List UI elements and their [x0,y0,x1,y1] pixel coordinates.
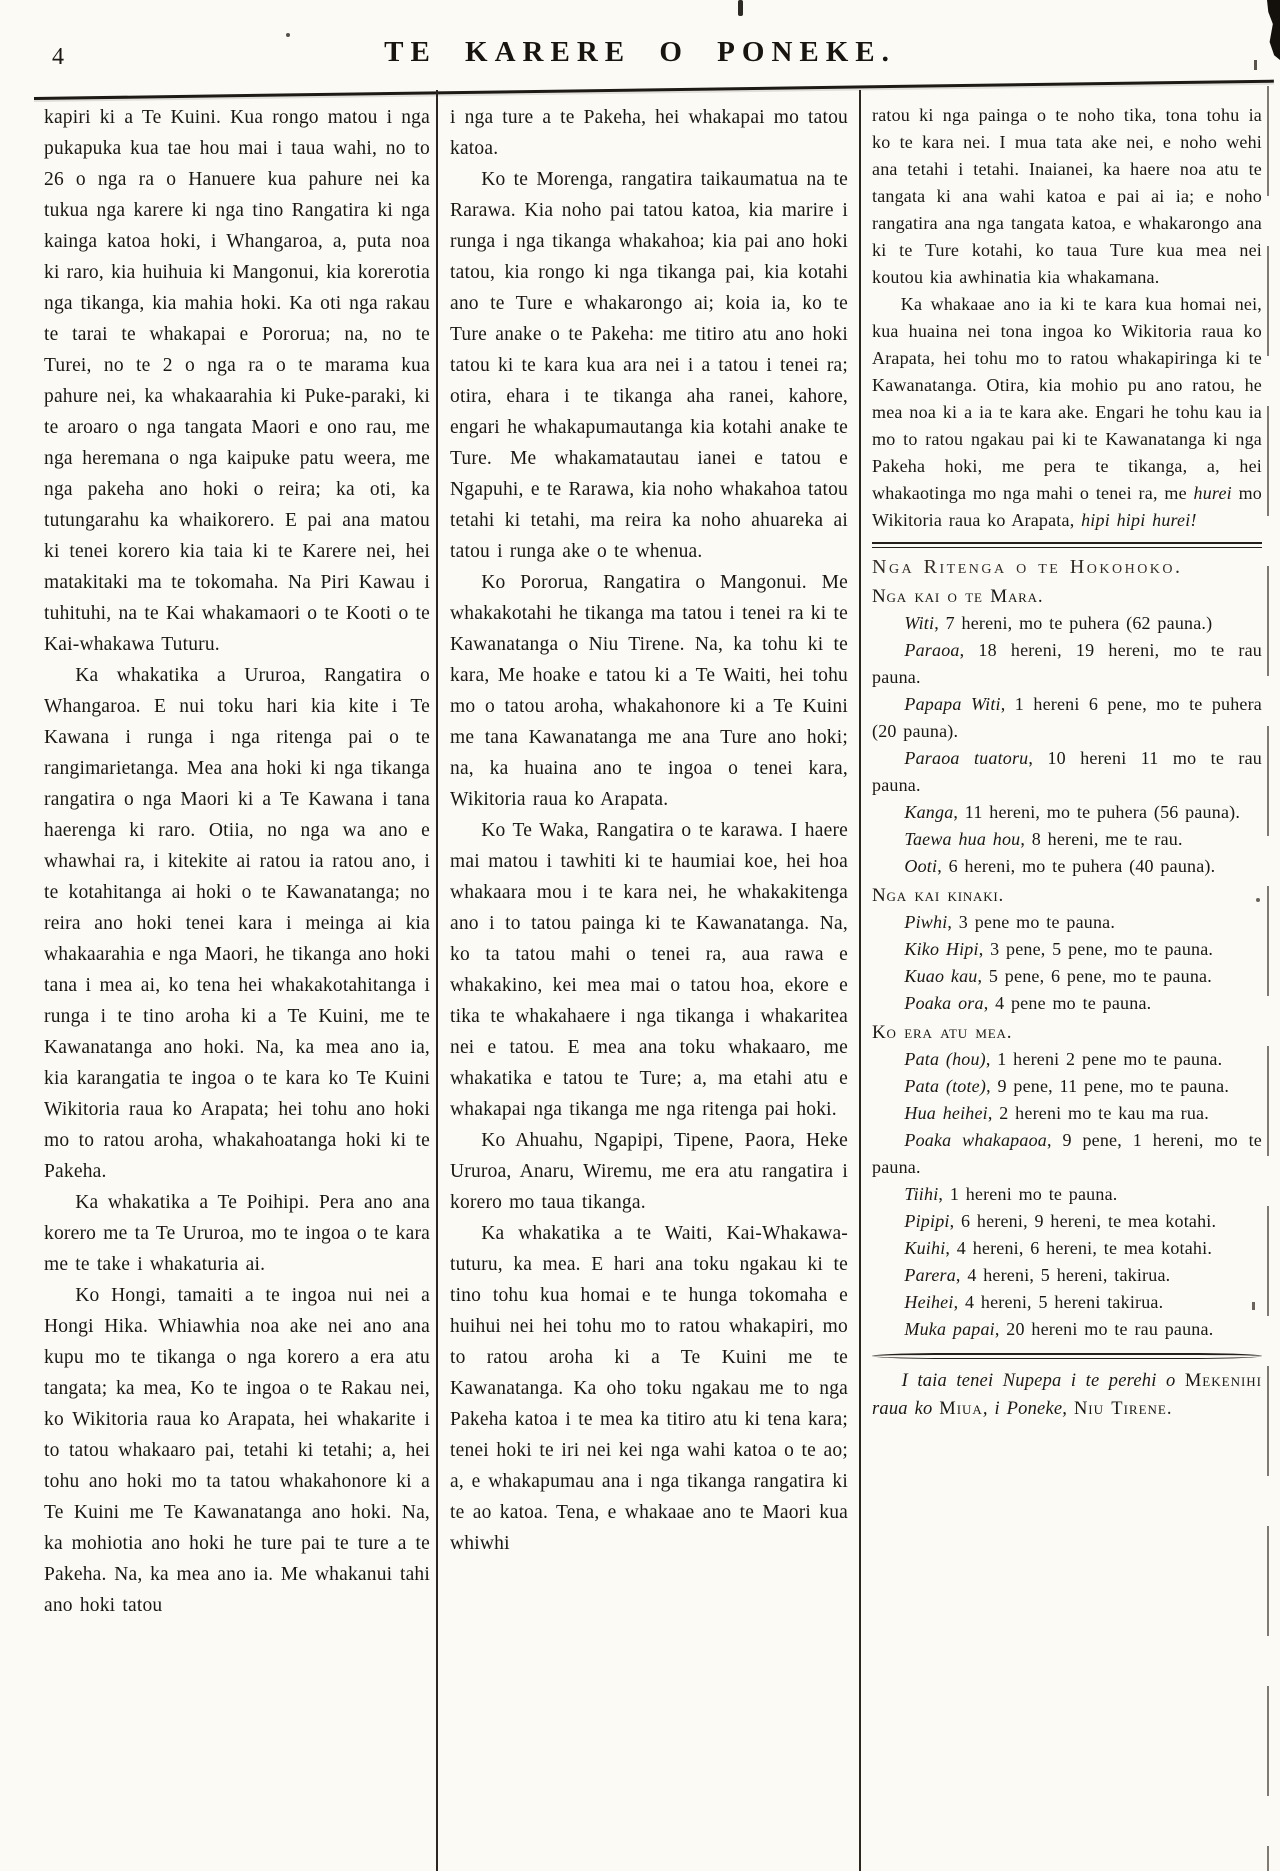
item-price: , 4 hereni, 5 hereni takirua. [953,1292,1164,1312]
paragraph: i nga ture a te Pakeha, hei whakapai mo tatou katoa. [450,107,848,159]
paragraph: ratou ki nga painga o te noho tika, tona tohu ia ko te kara nei. I mua tata ake nei, e noho wehi ana tetahi i tetahi. Inaianei, ka haere noa atu te tangata ki ana wahi katoa e pai ai ia; e noho rangatira ana nga tangata katoa, e whakarongo ana ki te Ture kotahi, ko taua Ture kua mea nei koutou kia awhinatia kia whakamana. [872,105,1262,287]
colophon-printer-name: Mekenihi [1184,1371,1262,1391]
item-name: Kuao kau [904,966,978,986]
market-subheading: Ko era atu mea. [872,1022,1013,1043]
market-item [872,799,1262,826]
item-name: Taewa hua hou [904,829,1021,849]
item-price: , 20 hereni mo te rau pauna. [994,1319,1214,1339]
paragraph [872,291,1262,534]
item-name: Hua heihei [904,1103,988,1123]
item-name: Paraoa tuatoru [904,748,1029,768]
market-subheading: Nga kai o te Mara. [872,586,1044,607]
item-price: , 5 pene, 6 pene, mo te pauna. [977,966,1212,986]
market-item [872,990,1262,1017]
column-1 [44,102,430,1871]
item-name: Ooti [904,856,938,876]
market-item [872,1046,1262,1073]
item-name: Paraoa [904,640,960,660]
item-price: , 1 hereni mo te pauna. [938,1184,1118,1204]
colophon-segment-italic: , i Poneke, [982,1399,1074,1419]
item-name: Poaka whakapaoa [904,1130,1047,1150]
colophon-segment-italic: I taia tenei Nupepa i te perehi o [901,1371,1185,1391]
market-item [872,691,1262,745]
market-item [872,1289,1262,1316]
item-name: Piwhi [904,912,948,932]
market-item [872,1100,1262,1127]
market-item [872,826,1262,853]
market-item [872,745,1262,799]
paragraph: Ko Hongi, tamaiti a te ingoa nui nei a Hongi Hika. Whiawhia noa ake nei ano ana kupu mo te tikanga o nga korero a era atu tangata; ka mea, Ko te ingoa o te Rakau nei, ko Wikitoria raua ko Arapata, hei whakarite i to tatou whakaaro pai, tetahi ki tetahi; a, hei tohu ano hoki mo ta tatou whakahonore ki a Te Kuini me Te Kawanatanga ano hoki. Na, ka mohiotia ano hoki he ture pai te ture a te Pakeha. Na, ka mea ano ia. Me whakanui tahi ano hoki tatou [44,1285,430,1616]
section-divider-rule [872,542,1262,548]
paragraph: kapiri ki a Te Kuini. Kua rongo matou i nga pukapuka kua tae hou mai i taua wahi, no to 26 o nga ra o Hanuere kua pahure nei ka tukua nga karere ki nga tino Rangatira ki nga kainga katoa hoki, i Whangaroa, a, puta noa ki raro, kia huihuia ki Mangonui, kia korerotia nga tikanga, kia mahia hoki. Ka oti nga rakau te tarai te whakapai e Pororua; na, no te Turei, no te 2 o nga ra o te marama kua pahure nei, ka whakaarahia ki Puke-paraki, ki te aroaro o nga tangata Maori e ono rau, me nga heremana o nga kaipuke patu weera, me nga pakeha ano hoki o reira; ka oti, ka tutungarahu ka whaikorero. E pai ana matou ki tenei korero kia taia ki te Karere nei, hei matakitaki ma te tokomaha. Na Piri Kawau i tuhituhi, na te Kai whakamaori o te Kooti o te Kai-whakawa Tuturu. [44,107,430,655]
item-price: , 4 hereni, 6 hereni, te mea kotahi. [945,1238,1213,1258]
market-item [872,1127,1262,1181]
item-price: , 1 hereni 2 pene mo te pauna. [985,1049,1223,1069]
item-price: , 4 pene mo te pauna. [983,993,1152,1013]
item-name: Kuihi [904,1238,946,1258]
market-subheading: Nga kai kinaki. [872,885,1005,906]
item-price: , 1 hereni 6 pene, mo te puhera (20 pauna). [872,694,1262,741]
market-item [872,963,1262,990]
item-price: , 4 hereni, 5 hereni, takirua. [955,1265,1171,1285]
scan-artifact-top-mark [738,0,743,16]
item-name: Muka papai [904,1319,995,1339]
item-price: , 9 pene, 1 hereni, mo te pauna. [872,1130,1262,1177]
item-name: Pata (hou) [904,1049,986,1069]
colophon-place: Niu Tirene. [1073,1399,1173,1419]
paragraph-segment-italic: hipi hipi hurei! [1081,510,1197,530]
market-item [872,1235,1262,1262]
item-price: , 9 pene, 11 pene, mo te pauna. [986,1076,1230,1096]
item-name: Witi [904,613,935,633]
item-price: , 3 pene mo te pauna. [947,912,1116,932]
item-price: , 3 pene, 5 pene, mo te pauna. [978,939,1214,959]
column-rule-right-edge [1267,86,1269,1871]
market-item [872,1181,1262,1208]
market-item [872,936,1262,963]
paragraph: Ka whakatika a te Waiti, Kai-Whakawa-tuturu, ka mea. E hari ana toku ngakau ki te tino tohu kua homai e te hunga tokomaha e huihui nei hei tohu mo to ratou whakapiri, mo to ratou aroha ki a Te Kuini me te Kawanatanga. Ka oho toku ngakau me to nga Pakeha katoa i te mea ka titiro atu ki tena kara; tenei hoki te iri nei kei nga wahi katoa o te ao; a, e whakapumau ana i nga tikanga rangatira ki te ao katoa. Tena, e whakaae ano te Maori kua whiwhi [450,1223,848,1554]
market-item [872,853,1262,880]
market-section-heading: Nga Ritenga o te Hokohoko. [872,556,1183,578]
paragraph: Ka whakatika a Te Poihipi. Pera ano ana korero me ta Te Ururoa, mo te ingoa o te kara me te take i whakaturia ai. [44,1192,430,1275]
colophon-rule [872,1353,1262,1359]
market-item [872,909,1262,936]
paragraph: Ko Ahuahu, Ngapipi, Tipene, Paora, Heke Ururoa, Anaru, Wiremu, me era atu rangatira i korero mo taua tikanga. [450,1130,848,1213]
item-price: , 6 hereni, 9 hereni, te mea kotahi. [949,1211,1217,1231]
paragraph-segment: mo Wikitoria raua ko Arapata, [872,483,1262,530]
item-price: , 11 hereni, mo te puhera (56 pauna). [953,802,1241,822]
item-name: Kanga [904,802,954,822]
paragraph: Ka whakatika a Ururoa, Rangatira o Whangaroa. E nui toku hari kia kite i Te Kawana i runga i nga ritenga pai o te rangimarietanga. Mea ana hoki ki nga tikanga rangatira o nga Maori ki a Te Kawana i tana haerenga ki raro. Otiia, no nga wa ano e whawhai ra, i kitekite ai ratou ia ratou ano, i te kotahitanga ai hoki o te Kawanatanga; no reira ano hoki tenei kara i meinga ai kia whakaarahia e nga Maori, he tikanga ano hoki tana i mea ai, ko tena hei whakakotahitanga i runga i te tino aroha ki a Te Kuini, me te Kawanatanga ano hoki. Na, ka mea ano ia, kia karangatia te ingoa o te kara ko Te Kuini Wikitoria raua ko Arapata; hei tohu ano hoki mo to ratou aroha, whakahoatanga hoki ki te Pakeha. [44,665,430,1182]
paragraph-segment: Ka whakaae ano ia ki te kara kua homai nei, kua huaina nei tona ingoa ko Wikitoria raua ko Arapata, hei tohu mo to ratou whakapiringa ki te Kawanatanga. Otira, kia mohio pu ano ratou, he mea noa ki a ia te kara ake. Engari he tohu kau ia mo to ratou ngakau pai ki te Kawanatanga ki nga Pakeha hoki, me pera te tikanga, a, hei whakaotinga mo nga mahi o tenei ra, me [872,294,1262,503]
item-name: Papapa Witi [904,694,1001,714]
colophon-printer-name: Miua [939,1399,983,1419]
column-rule-2 [859,90,861,1871]
column-rule-1 [436,90,438,1871]
header-rule [34,80,1274,100]
item-price: , 2 hereni mo te kau ma rua. [987,1103,1209,1123]
item-name: Tiihi [904,1184,939,1204]
item-name: Pipipi [904,1211,950,1231]
paragraph: Ko Te Waka, Rangatira o te karawa. I haere mai matou i tawhiti ki te haumiai koe, hei hoa whakaara mou i te kara nei, he whakakitenga ano i to tatou painga ki te Kawanatanga. Na, ko ta tatou mahi o tenei ra, aua rawa e whakakino, kei mea mai o tatou hoa, ekore e tika te whakahaere i nga tikanga i whakaritea nei e tatou. E mea ana toku whakaaro, me whakatika e tatou te Ture; a, ma etahi atu e whakapai nga tikanga me nga ritenga pai hoki. [450,820,848,1120]
colophon-segment-italic: raua ko [872,1399,940,1419]
item-name: Parera [904,1265,956,1285]
page-number: 4 [52,44,64,70]
item-name: Pata (tote) [904,1076,987,1096]
item-name: Heihei [904,1292,954,1312]
market-item [872,1073,1262,1100]
column-3 [872,102,1262,1871]
item-price: , 6 hereni, mo te puhera (40 pauna). [937,856,1216,876]
market-item [872,637,1262,691]
item-price: , 18 hereni, 19 hereni, mo te rau pauna. [872,640,1262,687]
paragraph-segment-italic: hurei [1193,483,1232,503]
paragraph: Ko te Morenga, rangatira taikaumatua na te Rarawa. Kia noho pai tatou katoa, kia marire i runga i nga tikanga whakahoa; kia pai ano hoki tatou, kia rongo ki nga tikanga pai, kia kotahi ano te Ture e whakarongo ai; koia ia, ko te Ture anake o te Pakeha: me titiro atu ano hoki tatou ki te kara kua ara nei i a tatou i tenei ra; otira, ehara i te tikanga aha ranei, kahore, engari he whakapumautanga kia kotahi anake te Ture. Me whakamatautau ianei e tatou e Ngapuhi, e te Rarawa, kia noho whakahoa tatou tetahi ki tetahi, ma reira ka noho ahuareka ai tatou i runga ake o te whenua. [450,169,848,562]
market-item [872,1262,1262,1289]
item-price: , 8 hereni, me te rau. [1020,829,1183,849]
market-item [872,1208,1262,1235]
item-price: , 7 hereni, mo te puhera (62 pauna.) [934,613,1213,633]
item-name: Poaka ora [904,993,984,1013]
column-2 [450,102,848,1871]
item-name: Kiko Hipi [904,939,979,959]
item-price: , 10 hereni 11 mo te rau pauna. [872,748,1262,795]
masthead-title: TE KARERE O PONEKE. [384,36,896,68]
market-item [872,610,1262,637]
colophon [872,1367,1262,1423]
market-item [872,1316,1262,1343]
paragraph: Ko Pororua, Rangatira o Mangonui. Me whakakotahi he tikanga ma tatou i tenei ra ki te Kawanatanga o Niu Tirene. Na, ka tohu ki te kara, Me hoake e tatou ki a Te Waiti, hei tohu mo o tatou aroha, whakahonore ki a Te Kuini me tana Kawanatanga me ana Ture ano hoki; na, ka huaina ano te ingoa o tenei kara, Wikitoria raua ko Arapata. [450,572,848,810]
